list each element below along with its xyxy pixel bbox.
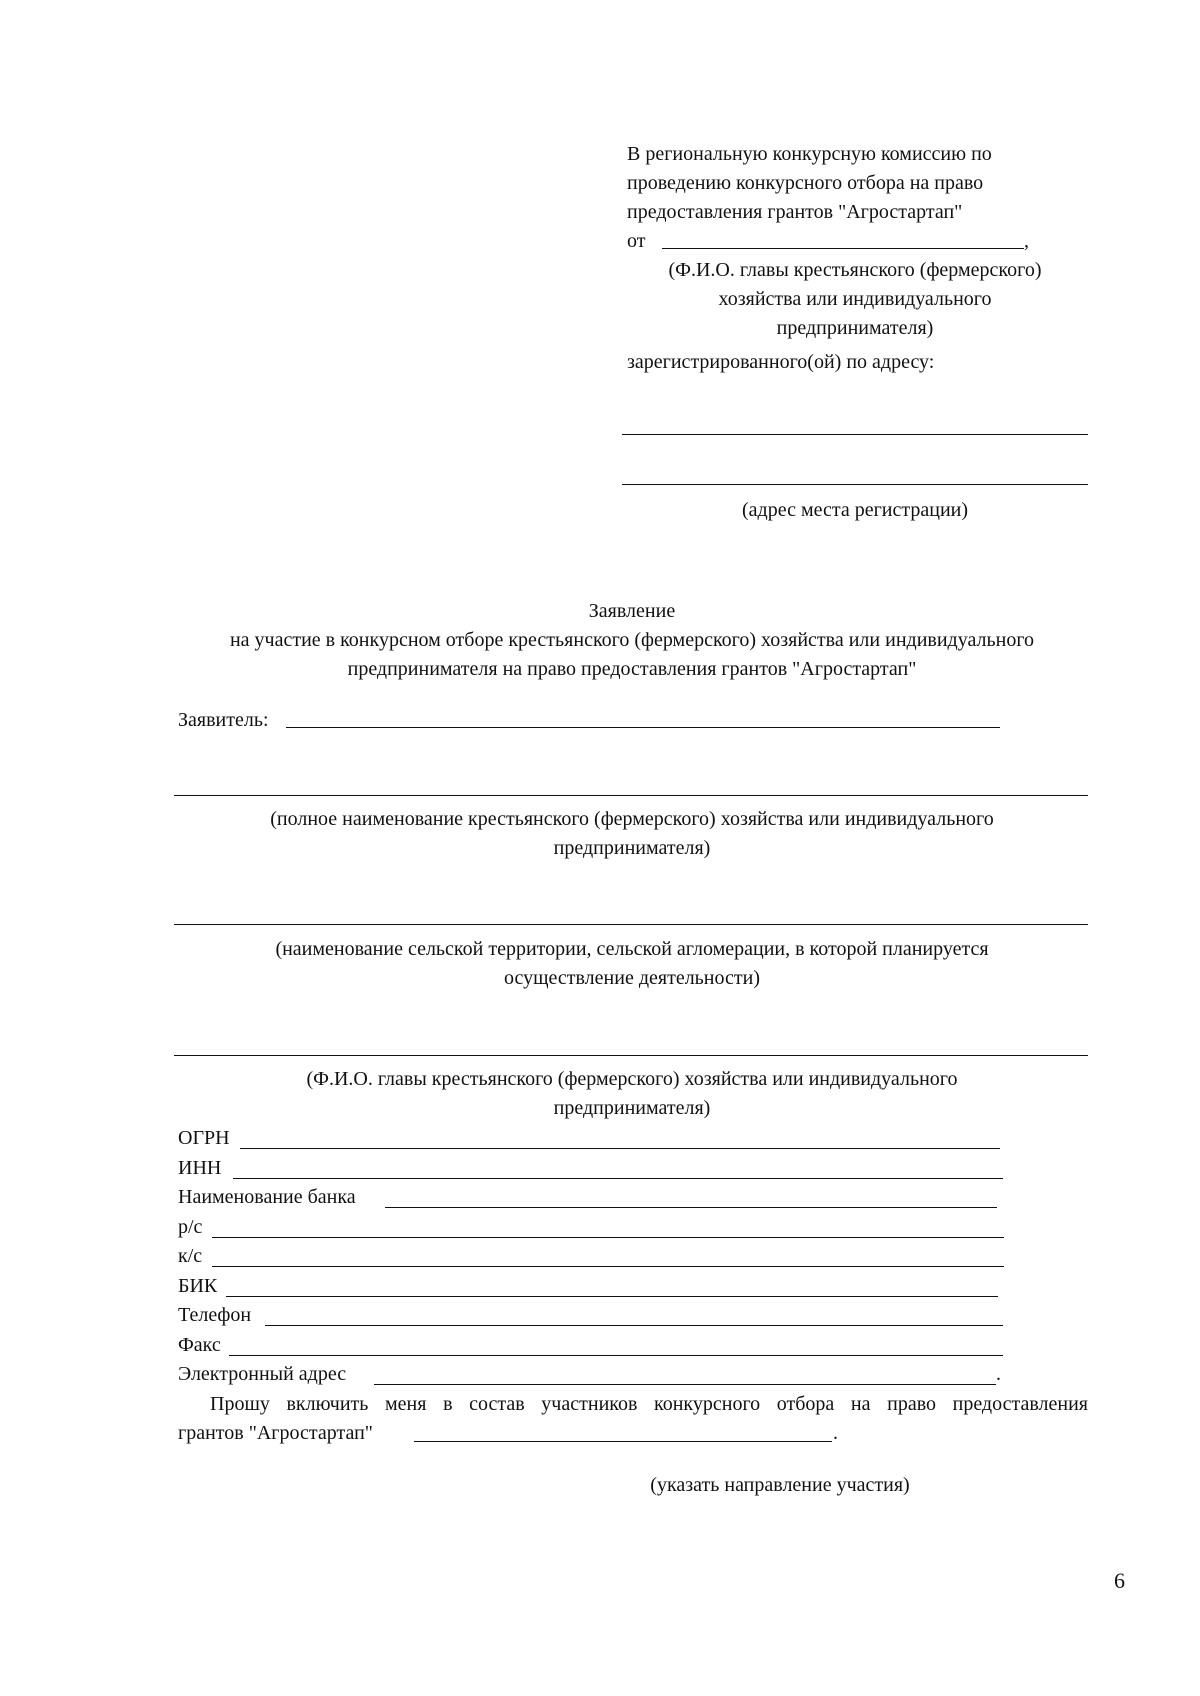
addressee-line-2: проведению конкурсного отбора на право — [627, 172, 984, 194]
phone-input-line[interactable] — [265, 1325, 1003, 1326]
email-field — [178, 1360, 1000, 1389]
territory-hint — [0, 935, 1200, 993]
fullname-hint-line-2: предпринимателя) — [553, 837, 711, 859]
territory-line[interactable] — [174, 924, 1088, 925]
fax-input-line[interactable] — [229, 1355, 1003, 1356]
from-hint-line-3: предпринимателя) — [776, 317, 934, 339]
from-hint-line-1: (Ф.И.О. главы крестьянского (фермерского) — [668, 259, 1042, 281]
from-hint-line-2: хозяйства или индивидуального — [718, 288, 992, 310]
rs-field — [178, 1213, 1000, 1242]
fullname-hint-line-1: (полное наименование крестьянского (фермерского) хозяйства или индивидуального — [270, 808, 994, 830]
fax-field — [178, 1331, 1000, 1360]
document-subtitle-line-1: на участие в конкурсном отборе крестьянского (фермерского) хозяйства или индивидуального — [229, 629, 1035, 651]
email-label: Электронный адрес — [178, 1363, 347, 1385]
ogrn-input-line[interactable] — [240, 1148, 1000, 1149]
ks-input-line[interactable] — [212, 1266, 1004, 1267]
head-hint-line-1: (Ф.И.О. главы крестьянского (фермерского) хозяйства или индивидуального — [306, 1068, 958, 1090]
direction-hint: (указать направление участия) — [650, 1474, 910, 1496]
email-input-line[interactable] — [374, 1384, 996, 1385]
head-hint-line-2: предпринимателя) — [553, 1097, 711, 1119]
registered-label: зарегистрированного(ой) по адресу: — [627, 351, 935, 373]
inn-input-line[interactable] — [233, 1178, 1003, 1179]
address-line-1[interactable] — [622, 434, 1088, 435]
inn-label: ИНН — [178, 1157, 222, 1179]
address-line-2[interactable] — [622, 484, 1088, 485]
bik-field — [178, 1272, 1000, 1301]
bik-input-line[interactable] — [226, 1296, 998, 1297]
applicant-line[interactable] — [286, 727, 1000, 728]
ks-field — [178, 1242, 1000, 1271]
addressee-block — [627, 140, 992, 227]
from-name-line[interactable] — [662, 248, 1024, 249]
page-number: 6 — [1114, 1568, 1125, 1593]
ks-label: к/с — [178, 1245, 203, 1267]
bank-field — [178, 1183, 1000, 1212]
address-hint: (адрес места регистрации) — [741, 499, 969, 521]
from-comma: , — [1024, 230, 1029, 252]
territory-hint-line-1: (наименование сельской территории, сельской агломерации, в которой планируется — [275, 938, 989, 960]
request-dot: . — [833, 1422, 838, 1444]
applicant-label: Заявитель: — [178, 709, 269, 731]
request-line-2: грантов "Агростартап" — [178, 1422, 373, 1444]
email-dot: . — [996, 1363, 1001, 1385]
head-hint — [0, 1065, 1200, 1123]
addressee-line-1: В региональную конкурсную комиссию по — [627, 143, 992, 165]
rs-label: р/с — [178, 1216, 203, 1238]
fax-label: Факс — [178, 1334, 221, 1356]
bank-input-line[interactable] — [385, 1207, 997, 1208]
addressee-line-3: предоставления грантов "Агростартап" — [627, 201, 963, 223]
direction-line[interactable] — [414, 1441, 832, 1442]
ogrn-label: ОГРН — [178, 1127, 230, 1149]
document-subtitle-line-2: предпринимателя на право предоставления грантов "Агростартап" — [347, 658, 917, 680]
ogrn-field — [178, 1124, 1000, 1153]
head-name-line[interactable] — [174, 1055, 1088, 1056]
from-hint — [630, 256, 1080, 343]
fullname-hint — [0, 805, 1200, 863]
phone-label: Телефон — [178, 1304, 252, 1326]
document-title: Заявление — [588, 600, 676, 622]
from-label: от — [627, 230, 646, 252]
rs-input-line[interactable] — [212, 1237, 1004, 1238]
territory-hint-line-2: осуществление деятельности) — [504, 967, 760, 989]
bank-label: Наименование банка — [178, 1186, 356, 1208]
fullname-line[interactable] — [174, 795, 1088, 796]
request-line-1: Прошу включить меня в состав участников конкурсного отбора на право предоставления — [210, 1393, 1088, 1415]
bik-label: БИК — [178, 1275, 218, 1297]
phone-field — [178, 1301, 1000, 1330]
inn-field — [178, 1154, 1000, 1183]
